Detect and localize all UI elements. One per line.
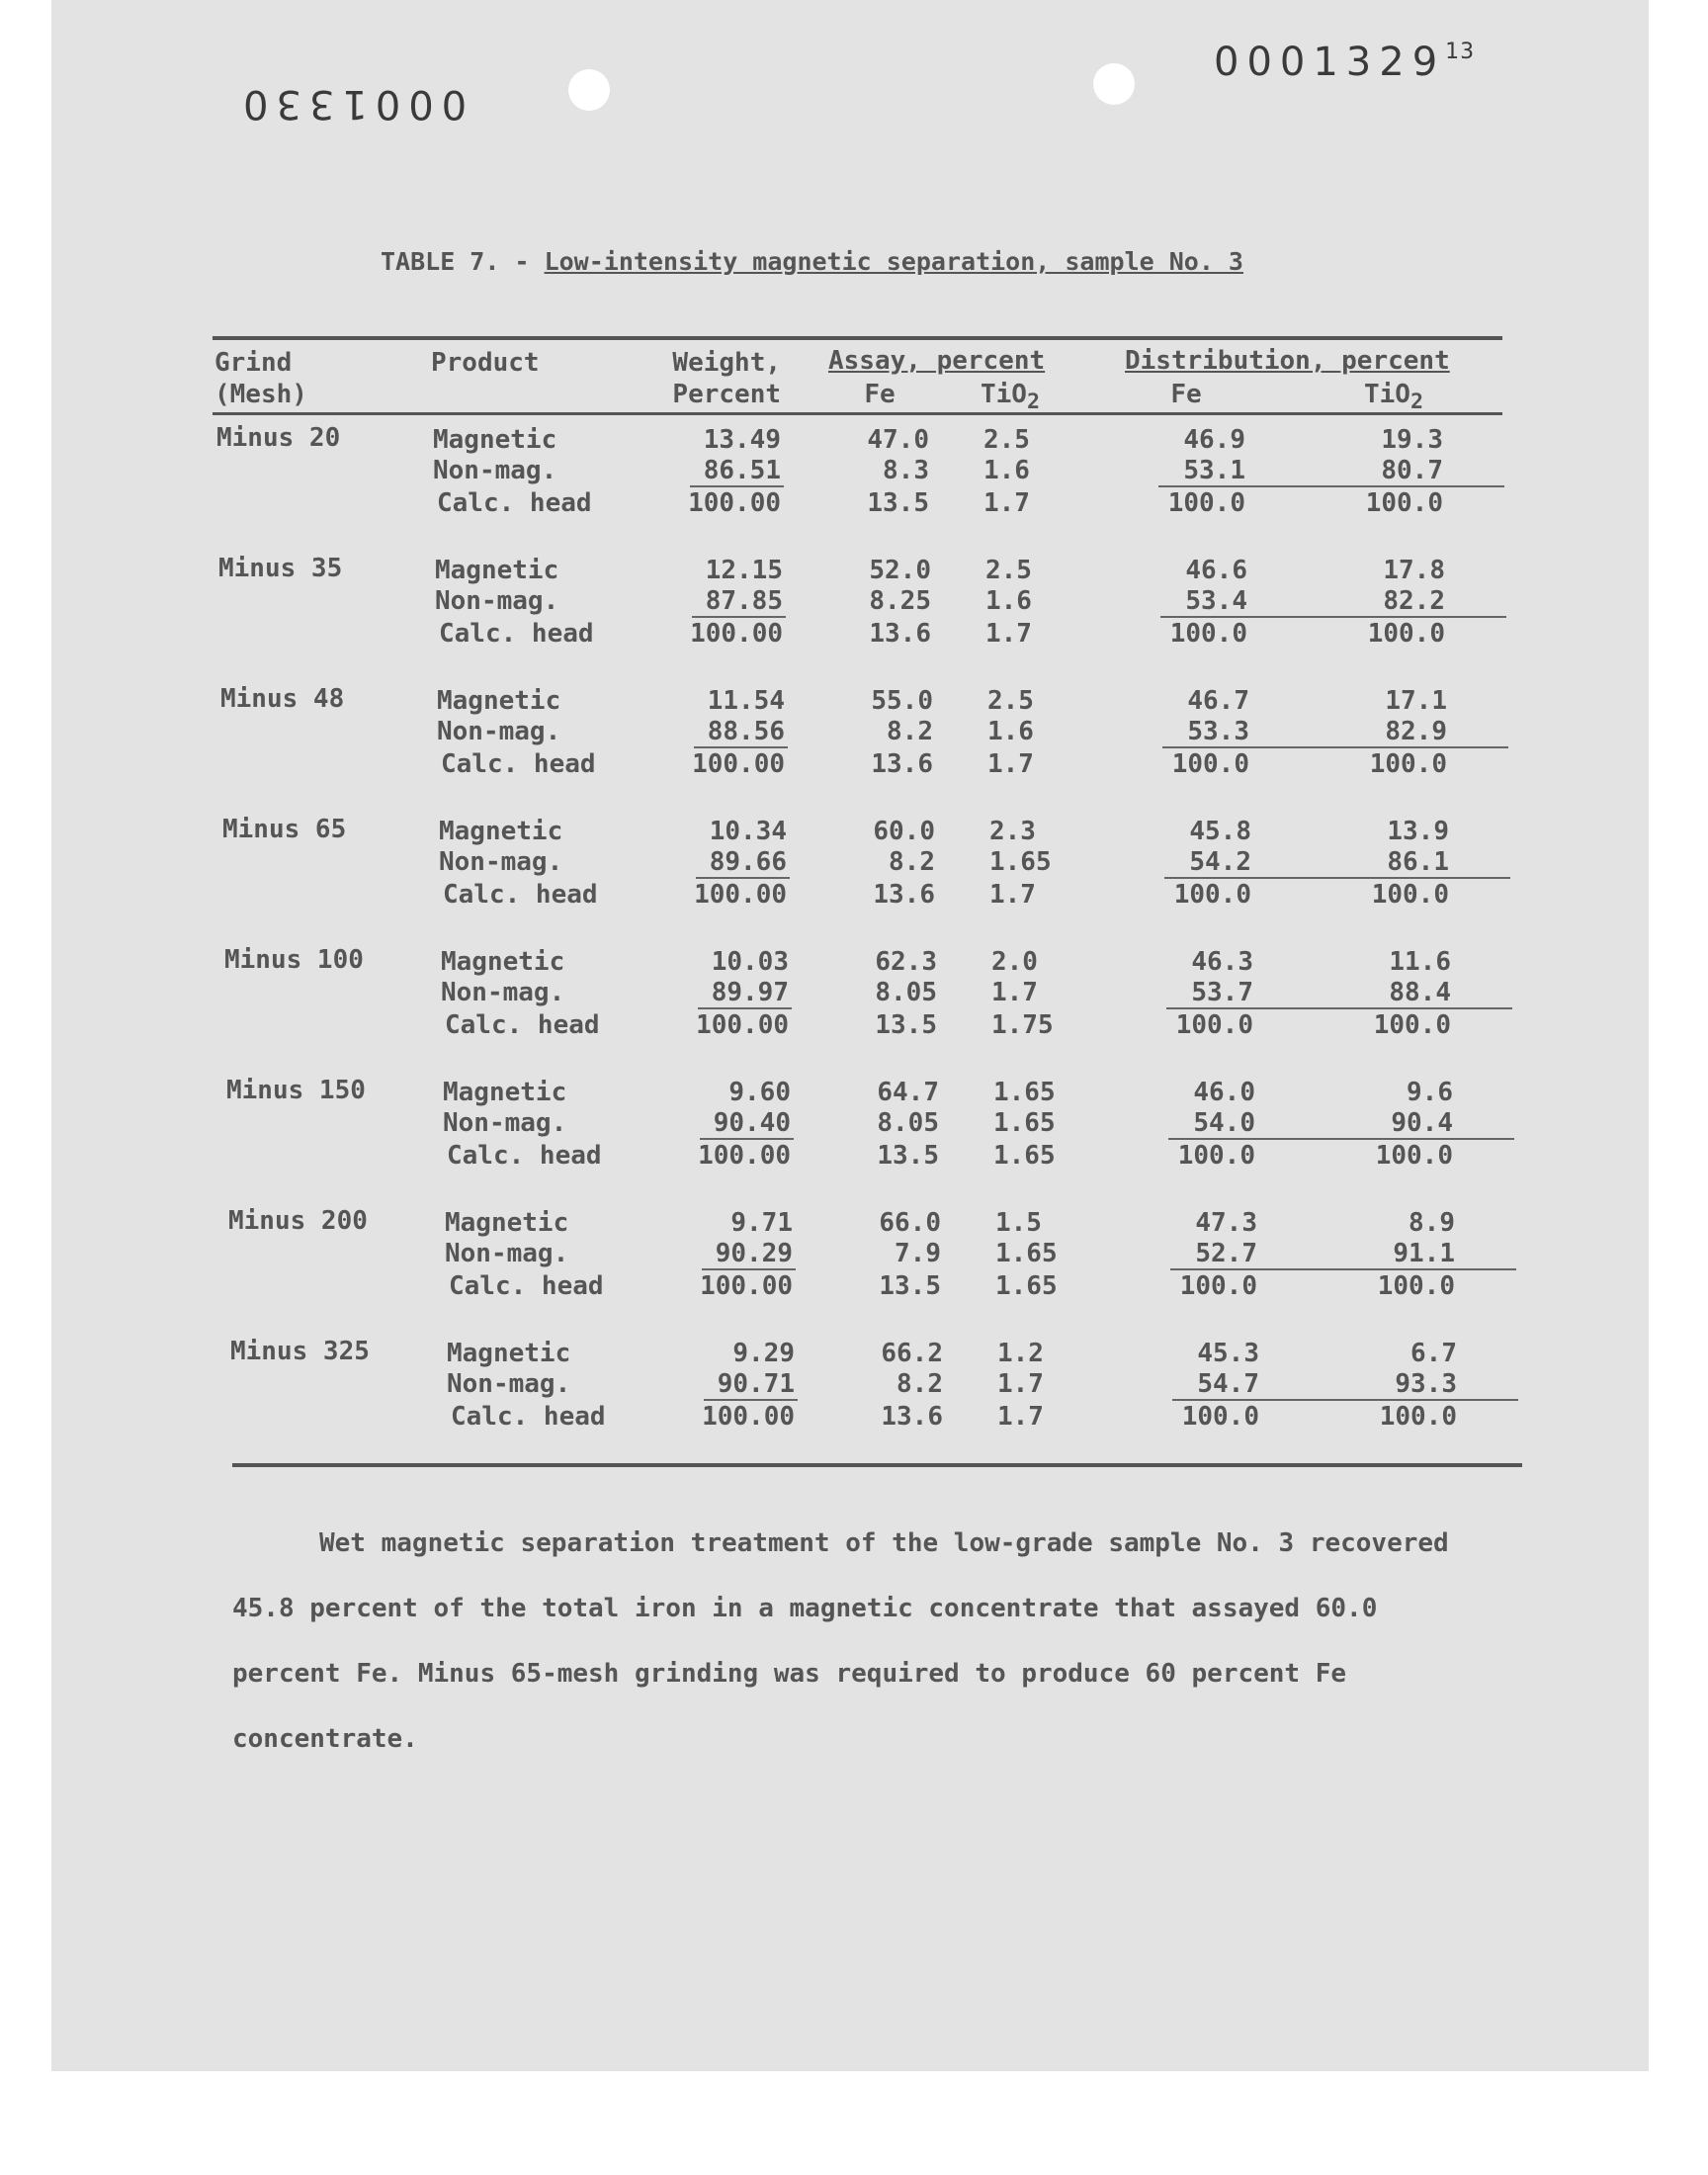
stamp-number-left: 0001330 (235, 81, 468, 127)
header-assay-tio2-text: TiO (980, 380, 1027, 409)
cell-dist-tio2: 19.3 (1381, 425, 1443, 455)
cell-assay-tio2: 2.5 (985, 556, 1032, 585)
table-title-text: Low-intensity magnetic separation, sample No. 3 (544, 247, 1243, 276)
cell-assay-tio2: 1.65 (995, 1271, 1058, 1301)
cell-product: Magnetic (443, 1078, 567, 1107)
cell-assay-tio2: 1.7 (997, 1402, 1044, 1432)
cell-dist-tio2: 91.1 (1393, 1239, 1455, 1268)
cell-weight: 100.00 (694, 880, 787, 910)
cell-dist-tio2: 17.1 (1385, 686, 1447, 716)
cell-dist-fe: 52.7 (1195, 1239, 1257, 1268)
cell-assay-fe: 13.6 (869, 619, 931, 649)
cell-assay-tio2: 1.5 (995, 1208, 1042, 1238)
cell-dist-fe: 100.0 (1173, 880, 1251, 910)
cell-product: Non-mag. (433, 456, 557, 485)
header-assay-tio2 (961, 380, 1060, 417)
cell-assay-tio2: 2.0 (991, 947, 1038, 977)
grind-label: Minus 325 (230, 1337, 370, 1366)
stamp-number-right (1214, 40, 1475, 85)
header-weight-unit: Percent (672, 380, 781, 409)
grind-label: Minus 35 (218, 554, 343, 583)
cell-assay-fe: 13.5 (877, 1141, 939, 1171)
subtotal-underline-weight (696, 877, 790, 879)
subtotal-underline-distribution (1168, 1138, 1514, 1140)
cell-dist-fe: 54.0 (1193, 1108, 1255, 1138)
cell-assay-tio2: 1.65 (993, 1078, 1056, 1107)
cell-dist-tio2: 100.0 (1369, 749, 1447, 779)
cell-weight: 86.51 (703, 456, 781, 485)
cell-product: Non-mag. (447, 1369, 571, 1399)
body-paragraph (232, 1511, 1527, 1772)
cell-assay-fe: 47.0 (867, 425, 929, 455)
header-product: Product (431, 348, 540, 378)
cell-assay-fe: 7.9 (895, 1239, 941, 1268)
punch-hole-right (1093, 63, 1135, 105)
header-dist-tio2 (1344, 380, 1443, 417)
table-top-rule (213, 336, 1502, 340)
cell-product: Magnetic (433, 425, 557, 455)
header-assay-tio2-sub: 2 (1026, 390, 1040, 415)
cell-product: Calc. head (441, 749, 596, 779)
cell-assay-fe: 8.3 (883, 456, 929, 485)
cell-product: Magnetic (447, 1339, 571, 1368)
cell-dist-fe: 100.0 (1171, 749, 1249, 779)
cell-dist-tio2: 86.1 (1387, 847, 1449, 877)
grind-label: Minus 48 (220, 684, 345, 714)
subtotal-underline-weight (692, 616, 786, 618)
cell-dist-tio2: 9.6 (1407, 1078, 1453, 1107)
cell-product: Calc. head (449, 1271, 604, 1301)
cell-dist-fe: 53.4 (1185, 586, 1247, 616)
cell-dist-tio2: 100.0 (1379, 1402, 1457, 1432)
stamp-number-right-value: 0001329 (1214, 40, 1446, 85)
cell-product: Magnetic (441, 947, 565, 977)
cell-product: Calc. head (437, 488, 592, 518)
cell-assay-fe: 13.6 (873, 880, 935, 910)
cell-assay-tio2: 1.7 (985, 619, 1032, 649)
cell-assay-fe: 8.2 (897, 1369, 943, 1399)
cell-product: Non-mag. (437, 717, 561, 746)
cell-assay-fe: 8.2 (889, 847, 935, 877)
subtotal-underline-weight (698, 1007, 792, 1009)
cell-assay-tio2: 1.7 (987, 749, 1034, 779)
cell-weight: 87.85 (705, 586, 783, 616)
cell-weight: 10.34 (709, 817, 787, 846)
cell-assay-tio2: 1.7 (991, 978, 1038, 1007)
cell-assay-fe: 55.0 (871, 686, 933, 716)
cell-product: Magnetic (439, 817, 563, 846)
header-dist-tio2-sub: 2 (1409, 390, 1423, 415)
header-bottom-rule (213, 412, 1502, 415)
cell-dist-tio2: 93.3 (1395, 1369, 1457, 1399)
cell-dist-fe: 100.0 (1177, 1141, 1255, 1171)
cell-dist-tio2: 11.6 (1389, 947, 1451, 977)
cell-product: Non-mag. (441, 978, 565, 1007)
cell-product: Non-mag. (445, 1239, 569, 1268)
cell-assay-tio2: 1.65 (993, 1108, 1056, 1138)
cell-product: Non-mag. (435, 586, 559, 616)
cell-product: Non-mag. (439, 847, 563, 877)
cell-assay-fe: 52.0 (869, 556, 931, 585)
cell-product: Calc. head (445, 1010, 600, 1040)
cell-assay-fe: 66.2 (881, 1339, 943, 1368)
cell-dist-tio2: 80.7 (1381, 456, 1443, 485)
cell-dist-tio2: 17.8 (1383, 556, 1445, 585)
header-dist-tio2-text: TiO (1363, 380, 1410, 409)
cell-assay-fe: 13.5 (875, 1010, 937, 1040)
cell-dist-fe: 53.1 (1183, 456, 1245, 485)
grind-label: Minus 200 (228, 1206, 368, 1236)
table-title (381, 247, 1243, 276)
cell-assay-fe: 62.3 (875, 947, 937, 977)
cell-dist-tio2: 100.0 (1365, 488, 1443, 518)
cell-dist-fe: 47.3 (1195, 1208, 1257, 1238)
cell-weight: 100.00 (696, 1010, 789, 1040)
cell-dist-tio2: 88.4 (1389, 978, 1451, 1007)
cell-assay-fe: 8.05 (877, 1108, 939, 1138)
cell-weight: 90.71 (717, 1369, 795, 1399)
cell-weight: 100.00 (698, 1141, 791, 1171)
subtotal-underline-distribution (1158, 485, 1504, 487)
cell-assay-tio2: 1.65 (993, 1141, 1056, 1171)
cell-assay-fe: 13.5 (879, 1271, 941, 1301)
header-distribution: Distribution, percent (1125, 346, 1450, 376)
cell-dist-fe: 53.7 (1191, 978, 1253, 1007)
cell-assay-tio2: 2.3 (989, 817, 1036, 846)
cell-dist-fe: 46.9 (1183, 425, 1245, 455)
cell-product: Magnetic (435, 556, 559, 585)
cell-assay-fe: 13.5 (867, 488, 929, 518)
cell-dist-fe: 100.0 (1169, 619, 1247, 649)
cell-dist-fe: 46.3 (1191, 947, 1253, 977)
cell-dist-tio2: 82.9 (1385, 717, 1447, 746)
subtotal-underline-weight (702, 1268, 796, 1270)
cell-assay-fe: 13.6 (881, 1402, 943, 1432)
cell-weight: 100.00 (688, 488, 781, 518)
cell-dist-fe: 100.0 (1179, 1271, 1257, 1301)
cell-assay-fe: 64.7 (877, 1078, 939, 1107)
cell-product: Non-mag. (443, 1108, 567, 1138)
table-title-prefix: TABLE 7. - (381, 247, 545, 276)
punch-hole-left (568, 69, 610, 111)
cell-assay-fe: 8.2 (887, 717, 933, 746)
cell-weight: 88.56 (707, 717, 785, 746)
cell-dist-tio2: 100.0 (1377, 1271, 1455, 1301)
cell-assay-tio2: 1.65 (989, 847, 1052, 877)
header-grind-unit: (Mesh) (214, 380, 307, 409)
cell-weight: 9.60 (728, 1078, 791, 1107)
header-weight: Weight, (672, 348, 781, 378)
cell-dist-fe: 45.3 (1197, 1339, 1259, 1368)
cell-weight: 89.97 (711, 978, 789, 1007)
cell-weight: 12.15 (705, 556, 783, 585)
subtotal-underline-distribution (1162, 746, 1508, 748)
cell-assay-tio2: 1.7 (983, 488, 1030, 518)
cell-dist-fe: 54.2 (1189, 847, 1251, 877)
paragraph-line: percent Fe. Minus 65-mesh grinding was required to produce 60 percent Fe (232, 1659, 1347, 1689)
cell-assay-fe: 8.05 (875, 978, 937, 1007)
cell-assay-fe: 66.0 (879, 1208, 941, 1238)
cell-dist-fe: 54.7 (1197, 1369, 1259, 1399)
subtotal-underline-distribution (1170, 1268, 1516, 1270)
header-assay: Assay, percent (828, 346, 1046, 376)
subtotal-underline-distribution (1160, 616, 1506, 618)
cell-weight: 100.00 (690, 619, 783, 649)
cell-dist-tio2: 100.0 (1371, 880, 1449, 910)
cell-assay-tio2: 1.6 (987, 717, 1034, 746)
page-number: 13 (1445, 40, 1476, 64)
cell-dist-fe: 100.0 (1167, 488, 1245, 518)
paragraph-line: 45.8 percent of the total iron in a magnetic concentrate that assayed 60.0 (232, 1594, 1378, 1623)
subtotal-underline-weight (690, 485, 784, 487)
table-bottom-rule (232, 1463, 1522, 1467)
cell-dist-tio2: 6.7 (1410, 1339, 1457, 1368)
cell-dist-tio2: 8.9 (1409, 1208, 1455, 1238)
cell-assay-fe: 60.0 (873, 817, 935, 846)
cell-assay-tio2: 1.6 (985, 586, 1032, 616)
grind-label: Minus 65 (222, 815, 347, 844)
header-dist-fe: Fe (1170, 380, 1202, 409)
cell-weight: 100.00 (702, 1402, 795, 1432)
cell-assay-fe: 13.6 (871, 749, 933, 779)
cell-dist-fe: 53.3 (1187, 717, 1249, 746)
cell-dist-tio2: 13.9 (1387, 817, 1449, 846)
cell-assay-tio2: 1.65 (995, 1239, 1058, 1268)
cell-product: Magnetic (445, 1208, 569, 1238)
cell-dist-tio2: 100.0 (1367, 619, 1445, 649)
cell-product: Calc. head (443, 880, 598, 910)
cell-product: Magnetic (437, 686, 561, 716)
cell-dist-fe: 46.0 (1193, 1078, 1255, 1107)
cell-dist-tio2: 100.0 (1375, 1141, 1453, 1171)
cell-assay-tio2: 2.5 (987, 686, 1034, 716)
cell-weight: 89.66 (709, 847, 787, 877)
grind-label: Minus 100 (224, 945, 364, 975)
cell-assay-tio2: 1.2 (997, 1339, 1044, 1368)
cell-assay-tio2: 1.7 (997, 1369, 1044, 1399)
subtotal-underline-distribution (1166, 1007, 1512, 1009)
cell-dist-fe: 100.0 (1175, 1010, 1253, 1040)
cell-dist-fe: 45.8 (1189, 817, 1251, 846)
cell-dist-tio2: 90.4 (1391, 1108, 1453, 1138)
subtotal-underline-weight (694, 746, 788, 748)
cell-weight: 10.03 (711, 947, 789, 977)
cell-assay-fe: 8.25 (869, 586, 931, 616)
cell-weight: 9.29 (732, 1339, 795, 1368)
subtotal-underline-weight (704, 1399, 798, 1401)
cell-dist-fe: 46.6 (1185, 556, 1247, 585)
subtotal-underline-weight (700, 1138, 794, 1140)
cell-weight: 13.49 (703, 425, 781, 455)
paragraph-line: Wet magnetic separation treatment of the low-grade sample No. 3 recovered (319, 1528, 1449, 1558)
subtotal-underline-distribution (1172, 1399, 1518, 1401)
cell-weight: 100.00 (692, 749, 785, 779)
paragraph-line: concentrate. (232, 1724, 418, 1754)
cell-dist-fe: 100.0 (1181, 1402, 1259, 1432)
header-grind: Grind (214, 348, 293, 378)
cell-assay-tio2: 1.7 (989, 880, 1036, 910)
cell-weight: 100.00 (700, 1271, 793, 1301)
cell-assay-tio2: 1.6 (983, 456, 1030, 485)
cell-dist-tio2: 82.2 (1383, 586, 1445, 616)
cell-weight: 90.40 (713, 1108, 791, 1138)
cell-weight: 90.29 (715, 1239, 793, 1268)
cell-product: Calc. head (451, 1402, 606, 1432)
header-assay-fe: Fe (864, 380, 896, 409)
cell-dist-tio2: 100.0 (1373, 1010, 1451, 1040)
cell-assay-tio2: 1.75 (991, 1010, 1054, 1040)
cell-dist-fe: 46.7 (1187, 686, 1249, 716)
cell-assay-tio2: 2.5 (983, 425, 1030, 455)
grind-label: Minus 150 (226, 1076, 366, 1105)
cell-weight: 11.54 (707, 686, 785, 716)
subtotal-underline-distribution (1164, 877, 1510, 879)
cell-weight: 9.71 (730, 1208, 793, 1238)
grind-label: Minus 20 (216, 423, 341, 453)
cell-product: Calc. head (439, 619, 594, 649)
cell-product: Calc. head (447, 1141, 602, 1171)
